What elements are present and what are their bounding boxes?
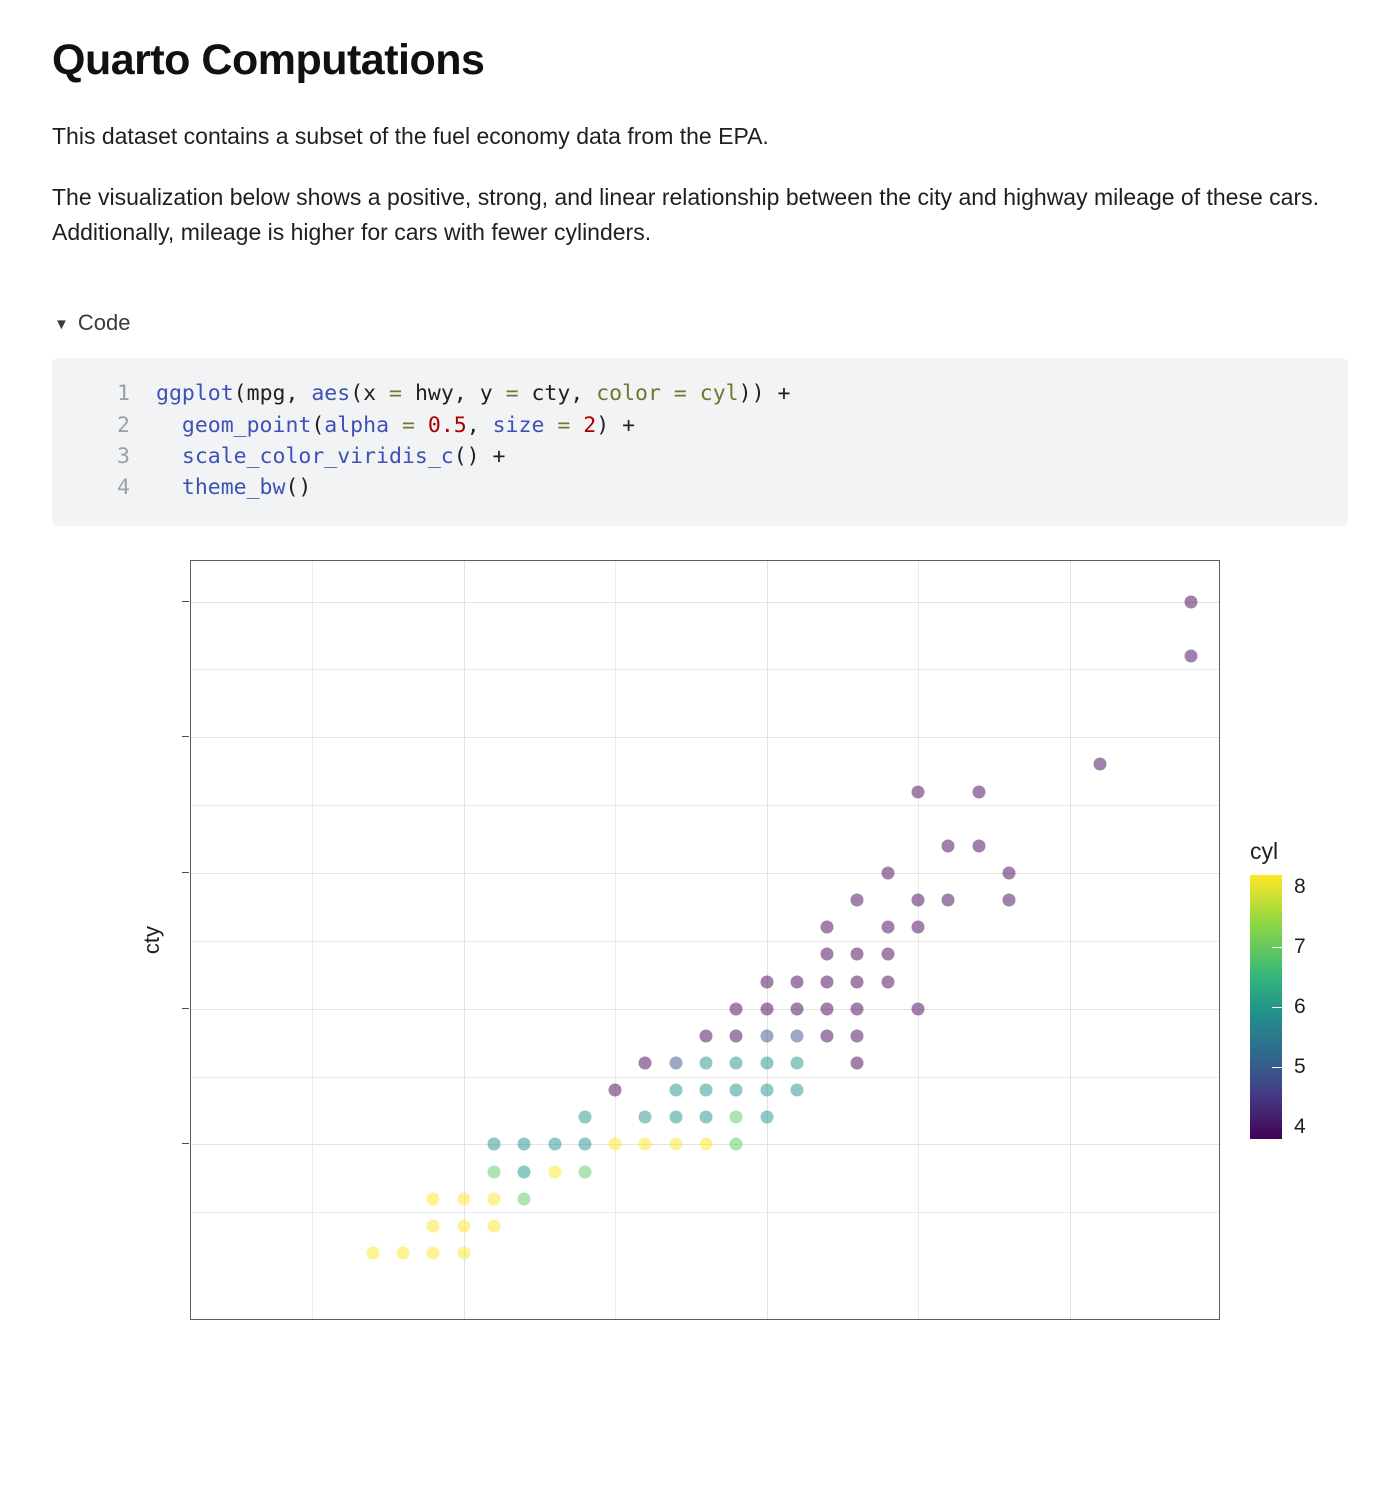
y-tick-mark bbox=[182, 1008, 189, 1009]
legend-tick bbox=[1272, 1007, 1283, 1008]
legend bbox=[1250, 838, 1370, 1139]
code-line-text: scale_color_viridis_c() + bbox=[181, 444, 506, 470]
legend-tick bbox=[1272, 947, 1283, 948]
gridline-major bbox=[191, 873, 1219, 874]
legend-body bbox=[1250, 875, 1370, 1139]
gridline-major bbox=[1070, 561, 1071, 1319]
legend-title: cyl bbox=[1250, 837, 1279, 864]
gridline-minor bbox=[918, 561, 919, 1319]
data-point bbox=[912, 1002, 925, 1015]
data-point bbox=[730, 1002, 743, 1015]
data-point bbox=[912, 894, 925, 907]
data-point bbox=[760, 1056, 773, 1069]
data-point bbox=[700, 1138, 713, 1151]
data-point bbox=[760, 975, 773, 988]
data-point bbox=[609, 1138, 622, 1151]
code-line-number: 2 bbox=[117, 412, 130, 438]
data-point bbox=[730, 1029, 743, 1042]
data-point bbox=[790, 1056, 803, 1069]
data-point bbox=[700, 1029, 713, 1042]
data-point bbox=[487, 1219, 500, 1232]
gridline-major bbox=[191, 737, 1219, 738]
data-point bbox=[790, 975, 803, 988]
data-point bbox=[851, 1029, 864, 1042]
code-line-number: 3 bbox=[117, 444, 130, 470]
data-point bbox=[518, 1165, 531, 1178]
code-line bbox=[52, 441, 1348, 472]
code-line bbox=[52, 378, 1348, 409]
code-line-number: 1 bbox=[117, 381, 130, 407]
gridline-minor bbox=[191, 941, 1219, 942]
data-point bbox=[881, 948, 894, 961]
data-point bbox=[669, 1084, 682, 1097]
legend-label: 7 bbox=[1294, 934, 1306, 958]
data-point bbox=[639, 1056, 652, 1069]
data-point bbox=[578, 1138, 591, 1151]
data-point bbox=[790, 1002, 803, 1015]
code-line-text: theme_bw() bbox=[181, 475, 312, 501]
plot-area bbox=[139, 560, 1220, 1320]
y-tick-mark bbox=[182, 736, 189, 737]
data-point bbox=[790, 1084, 803, 1097]
data-point bbox=[457, 1219, 470, 1232]
data-point bbox=[851, 948, 864, 961]
gridline-minor bbox=[191, 1212, 1219, 1213]
code-line bbox=[52, 410, 1348, 441]
gridline-major bbox=[191, 602, 1219, 603]
data-point bbox=[548, 1138, 561, 1151]
data-point bbox=[760, 1111, 773, 1124]
chevron-down-icon: ▼ bbox=[54, 315, 69, 333]
data-point bbox=[881, 975, 894, 988]
plot-panel bbox=[190, 560, 1220, 1320]
data-point bbox=[821, 975, 834, 988]
data-point bbox=[639, 1138, 652, 1151]
code-line-text: ggplot(mpg, aes(x = hwy, y = cty, color = cyl)) + bbox=[156, 381, 791, 407]
data-point bbox=[1184, 649, 1197, 662]
data-point bbox=[821, 1029, 834, 1042]
y-tick-mark bbox=[182, 601, 189, 602]
data-point bbox=[760, 1002, 773, 1015]
legend-label: 4 bbox=[1294, 1114, 1306, 1138]
y-tick-mark bbox=[182, 872, 189, 873]
data-point bbox=[821, 1002, 834, 1015]
data-point bbox=[487, 1138, 500, 1151]
data-point bbox=[881, 921, 894, 934]
code-block bbox=[52, 358, 1348, 526]
code-line bbox=[52, 472, 1348, 503]
data-point bbox=[730, 1056, 743, 1069]
data-point bbox=[912, 785, 925, 798]
page-title: Quarto Computations bbox=[52, 36, 485, 84]
gridline-minor bbox=[191, 1077, 1219, 1078]
data-point bbox=[1093, 758, 1106, 771]
gridline-minor bbox=[615, 561, 616, 1319]
y-axis-title: cty bbox=[139, 925, 165, 954]
data-point bbox=[427, 1219, 440, 1232]
data-point bbox=[578, 1111, 591, 1124]
data-point bbox=[609, 1084, 622, 1097]
data-point bbox=[821, 921, 834, 934]
data-point bbox=[427, 1192, 440, 1205]
data-point bbox=[851, 1056, 864, 1069]
data-point bbox=[669, 1056, 682, 1069]
gridline-minor bbox=[312, 561, 313, 1319]
data-point bbox=[457, 1246, 470, 1259]
gridline-minor bbox=[191, 669, 1219, 670]
data-point bbox=[730, 1111, 743, 1124]
data-point bbox=[427, 1246, 440, 1259]
data-point bbox=[518, 1138, 531, 1151]
data-point bbox=[821, 948, 834, 961]
data-point bbox=[730, 1138, 743, 1151]
code-line-text: geom_point(alpha = 0.5, size = 2) + bbox=[181, 412, 636, 438]
data-point bbox=[1184, 595, 1197, 608]
data-point bbox=[942, 839, 955, 852]
data-point bbox=[942, 894, 955, 907]
data-point bbox=[487, 1165, 500, 1178]
data-point bbox=[972, 785, 985, 798]
data-point bbox=[881, 866, 894, 879]
data-point bbox=[790, 1029, 803, 1042]
data-point bbox=[851, 894, 864, 907]
data-point bbox=[397, 1246, 410, 1259]
legend-tick bbox=[1272, 1067, 1283, 1068]
data-point bbox=[851, 1002, 864, 1015]
data-point bbox=[669, 1138, 682, 1151]
data-point bbox=[700, 1084, 713, 1097]
code-fold-label: Code bbox=[77, 310, 131, 336]
intro-paragraph-2: The visualization below shows a positive, strong, and linear relationship between the city and highway mileage of these cars. Additionally, mileage is higher for cars with fewer cylinders. bbox=[52, 184, 1319, 246]
legend-label: 6 bbox=[1294, 994, 1306, 1018]
gridline-minor bbox=[191, 805, 1219, 806]
intro-paragraph-1: This dataset contains a subset of the fuel economy data from the EPA. bbox=[52, 123, 769, 150]
data-point bbox=[972, 839, 985, 852]
code-fold-toggle[interactable] bbox=[54, 310, 130, 336]
data-point bbox=[700, 1056, 713, 1069]
data-point bbox=[639, 1111, 652, 1124]
data-point bbox=[578, 1165, 591, 1178]
legend-label: 8 bbox=[1294, 874, 1306, 898]
data-point bbox=[851, 975, 864, 988]
data-point bbox=[1002, 866, 1015, 879]
code-line-number: 4 bbox=[117, 475, 130, 501]
data-point bbox=[1002, 894, 1015, 907]
data-point bbox=[457, 1192, 470, 1205]
data-point bbox=[548, 1165, 561, 1178]
data-point bbox=[518, 1192, 531, 1205]
y-tick-mark bbox=[182, 1143, 189, 1144]
legend-label: 5 bbox=[1294, 1054, 1306, 1078]
data-point bbox=[760, 1029, 773, 1042]
data-point bbox=[912, 921, 925, 934]
data-point bbox=[730, 1084, 743, 1097]
data-point bbox=[760, 1084, 773, 1097]
data-point bbox=[700, 1111, 713, 1124]
data-point bbox=[487, 1192, 500, 1205]
gridline-major bbox=[767, 561, 768, 1319]
gridline-major bbox=[191, 1009, 1219, 1010]
figure-scatterplot bbox=[54, 560, 1344, 1320]
data-point bbox=[669, 1111, 682, 1124]
data-point bbox=[366, 1246, 379, 1259]
